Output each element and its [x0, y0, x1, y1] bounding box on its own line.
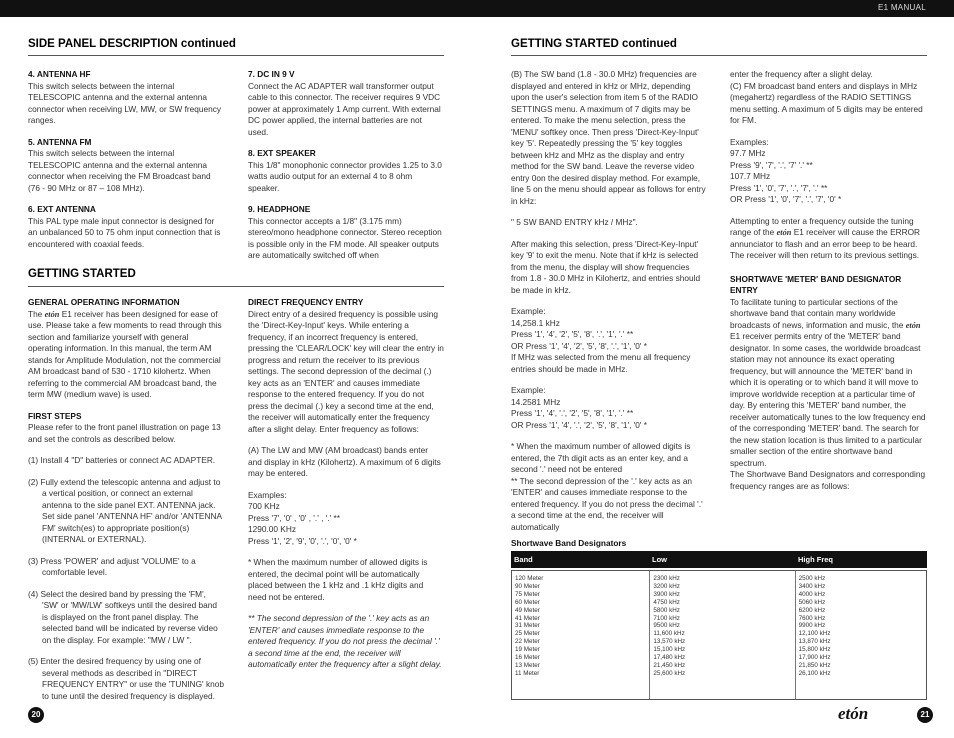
ext-speaker-text: This 1/8" monophonic connector provides 1.25 to 3.0 watts audio output for an external 4 to 8 ohm speaker. [248, 159, 442, 193]
table-body [511, 570, 927, 700]
meter-table-intro: The Shortwave Band Designators and corresponding frequency ranges are as follows: [730, 469, 926, 491]
antenna-fm-text: This switch selects between the internal TELESCOPIC antenna and the external antenna connector when receiving the FM Broadcast band (76 - 90 MHz or 87 – 108 MHz). [28, 148, 211, 193]
attempt-text: Attempting to enter a frequency outside the tuning range of the etón E1 receiver will cause the ERROR annunciator to flash and an error beep to be heard. The receiver will then return to its previous settings. [730, 215, 921, 260]
table-cell-high: 7600 kHz [798, 614, 826, 622]
table-cell-low: 3200 kHz [653, 582, 680, 590]
table-cell-band: 60 Meter [515, 598, 540, 606]
fm-band-text: (C) FM broadcast band enters and displays in MHz (megahertz) regardless of the RADIO SETTINGS menu setting. A maximum of 5 digits may be entered for FM. [730, 80, 923, 125]
table-cell-band: 13 Meter [515, 661, 540, 669]
dc-in-heading: 7. DC IN 9 V [248, 69, 295, 79]
example-khz-value: 14,258.1 kHz [511, 317, 560, 328]
manual-label: E1 MANUAL [877, 3, 926, 12]
right-title-rule [511, 55, 927, 56]
eton-logo: etón [838, 704, 869, 723]
table-cell-low: 3900 kHz [653, 590, 680, 598]
antenna-hf-heading: 4. ANTENNA HF [28, 69, 91, 79]
continued-text: enter the frequency after a slight delay. [730, 69, 873, 79]
examples-label: Examples: [248, 489, 287, 500]
table-cell-high: 21,850 kHz [798, 661, 831, 669]
sw-band-text: (B) The SW band (1.8 - 30.0 MHz) frequencies are displayed and entered in kHz or MHz, depending upon the user's selection from item 5 of the RADIO SETTINGS menu. A maximum of 7 digits may be entered. To make the menu selection, press the 'MENU' softkey once. Then press 'Direct-Key-Input' key '5'. Repeatedly pressing the '5' key toggles between kHz and MHz as the display and entry method for the SW band. Leave the reverse video entry 0on the desired display method. For example, line 5 on the menu should appear as follows for entry in kHz: [511, 69, 706, 206]
table-cell-band: 22 Meter [515, 638, 540, 646]
example-khz-or: OR Press '1', '4', '2', '5', '8', '.', '1', '0' * [511, 340, 648, 351]
table-column-band [512, 571, 649, 699]
side-panel-title: SIDE PANEL DESCRIPTION continued [28, 38, 236, 50]
general-text: The etón E1 receiver has been designed for ease of use. Please take a few moments to read through this section and familiarize yourself with general operating information. In this manual, the term AM stands for Amplitude Modulation, not the commercial AM broadcast band of 530 - 1710 kilohertz. When referring to the commercial AM broadcast band, the term MW (medium wave) is used. [28, 308, 222, 399]
ext-antenna-text: This PAL type male input connector is designed for an unbalanced 50 to 75 ohm input connection that is encountered with coaxial feeds. [28, 215, 221, 249]
fm-examples-label: Examples: [730, 136, 769, 147]
direct-entry-heading: DIRECT FREQUENCY ENTRY [248, 297, 364, 307]
table-cell-band: 16 Meter [515, 654, 540, 662]
table-cell-low: 2300 kHz [653, 575, 680, 582]
brand-logo-inline: etón [44, 309, 60, 319]
antenna-hf-text: This switch selects between the internal TELESCOPIC antenna and the external antenna connector when receiving LW, MW, or SW frequency ranges. [28, 80, 222, 125]
step-2: (2) Fully extend the telescopic antenna and adjust to a vertical position, or connect an external antenna to the side panel EXT. ANTENNA jack. Set side panel 'ANTENNA HF' and/or 'ANTENNA FM' switch(es) to appropriate position(s) (INTERNAL or EXTERNAL). [28, 476, 222, 544]
table-header-high: High Freq [798, 555, 833, 564]
band-designator-table [511, 551, 927, 700]
table-cell-high: 9900 kHz [798, 622, 826, 630]
page-number-left: 20 [28, 707, 44, 723]
table-cell-band: 11 Meter [515, 669, 540, 677]
ext-speaker-heading: 8. EXT SPEAKER [248, 148, 316, 158]
title-rule [28, 55, 444, 56]
example-1-keys: Press '7', '0' , '0' , '.' , '.' ** [248, 512, 340, 523]
table-cell-low: 11,600 kHz [653, 630, 685, 638]
table-cell-high: 6200 kHz [798, 606, 826, 614]
headphone-text: This connector accepts a 1/8" (3.175 mm) stereo/mono headphone connector. Stereo reception is possible only in the FM mode. All speaker outputs are automatically switched off when [248, 215, 442, 260]
dc-in-text: Connect the AC ADAPTER wall transformer output cable to this connector. The receiver requires 9 VDC power at approximately 1 Amp current. With external DC power applied, the internal batteries are not used. [248, 80, 441, 137]
getting-started-title: GETTING STARTED [28, 268, 136, 280]
table-column-low [649, 571, 794, 699]
table-cell-band: 90 Meter [515, 582, 540, 590]
example-label-mhz: Example: [511, 385, 546, 395]
example-mhz-press: Press '1', '4', '.', '2', '5', '8', '1', '.' ** [511, 408, 634, 418]
getting-started-continued-title: GETTING STARTED continued [511, 38, 677, 50]
direct-entry-text: Direct entry of a desired frequency is possible using the 'Direct-Key-Input' keys. While entering a frequency, if an incorrect frequency is entered, pressing the 'CLEAR/LOCK' key will clear the entry in progress and return the receiver to its previous settings. The second depression of the decimal (.) key acts as an 'ENTER' and causes immediate response to the entered frequency. If you do not press the decimal (.) key a second time at the end, the receiver will automatically enter the frequency after a slight delay. Enter frequency as follows: [248, 308, 444, 434]
table-cell-low: 25,600 kHz [653, 669, 686, 677]
ext-antenna-heading: 6. EXT ANTENNA [28, 204, 96, 214]
first-steps-intro: Please refer to the front panel illustration on page 13 and set the controls as described below. [28, 422, 221, 444]
table-cell-low: 9500 kHz [653, 622, 680, 630]
example-1-value: 700 KHz [248, 501, 280, 511]
table-column-high [795, 571, 926, 699]
meter-heading: SHORTWAVE 'METER' BAND DESIGNATOR ENTRY [730, 273, 902, 295]
lw-mw-text: (A) The LW and MW (AM broadcast) bands enter and display in kHz (Kilohertz). A maximum of 6 digits may be entered. [248, 445, 441, 478]
table-cell-band: 25 Meter [515, 630, 540, 638]
fm-example-2-or: OR Press '1', '0', '7', '.', '7', '0' * [730, 194, 842, 204]
fm-example-1-value: 97.7 MHz [730, 148, 766, 158]
step-3: (3) Press 'POWER' and adjust 'VOLUME' to a comfortable level. [28, 555, 196, 577]
step-1: (1) Install 4 "D" batteries or connect AC ADAPTER. [28, 455, 216, 465]
note-1: * When the maximum number of allowed digits is entered, the decimal point will be automatically placed between the 1 kHz and .1 kHz digits and need not be entered. [248, 557, 428, 602]
right-note-1: * When the maximum number of allowed digits is entered, the 7th digit acts as an enter key, and a second '.' need not be entered [511, 441, 691, 474]
example-2-value: 1290.00 KHz [248, 524, 296, 534]
step-5: (5) Enter the desired frequency by using one of several methods as described in "DIRECT FREQUENCY ENTRY" or use the 'TUNING' knob to tune until the desired frequency is displayed. [28, 656, 224, 701]
table-cell-high: 13,870 kHz [798, 638, 831, 646]
getting-started-rule [28, 286, 444, 287]
table-cell-low: 4750 kHz [653, 598, 680, 606]
example-khz-press: Press '1', '4', '2', '5', '8', '.', '1', '.' ** [511, 329, 634, 339]
table-cell-high: 2500 kHz [798, 575, 826, 582]
table-cell-band: 120 Meter [515, 575, 544, 582]
table-cell-band: 49 Meter [515, 606, 540, 614]
table-cell-low: 21,450 kHz [653, 661, 686, 669]
header-bar [0, 0, 954, 17]
table-cell-high: 17,900 kHz [798, 654, 831, 662]
menu-line: " 5 SW BAND ENTRY kHz / MHz". [511, 217, 638, 227]
right-col-1 [511, 69, 707, 533]
antenna-fm-heading: 5. ANTENNA FM [28, 136, 92, 147]
table-header-row [511, 551, 927, 568]
example-2-keys: Press '1', '2', '9', '0', '.', '0', '0' * [248, 535, 357, 546]
note-2: ** The second depression of the '.' key acts as an 'ENTER' and causes immediate response to the entered frequency. If you do not press the decimal '.' a second time at the end, the receiver will automatically enter the frequency after a slight delay. [248, 613, 442, 669]
table-cell-low: 7100 kHz [653, 614, 680, 622]
example-label-khz: Example: [511, 306, 546, 316]
headphone-heading: 9. HEADPHONE [248, 204, 311, 214]
side-panel-col-2 [248, 69, 444, 262]
table-cell-high: 4000 kHz [798, 590, 826, 598]
example-mhz-or: OR Press '1', '4', '.', '2', '5', '8', '1', '0' * [511, 419, 648, 430]
table-cell-band: 19 Meter [515, 646, 540, 654]
fm-example-2-value: 107.7 MHz [730, 171, 771, 181]
fm-example-1-keys: Press '9', '7', '.', '7' '.' ** [730, 159, 813, 170]
fm-example-2-keys: Press '1', '0', '7', '.', '7', '.' ** [730, 182, 828, 193]
table-header-band: Band [514, 555, 533, 564]
table-caption: Shortwave Band Designators [511, 538, 627, 548]
example-mhz-value: 14.2581 MHz [511, 396, 561, 407]
table-cell-low: 15,100 kHz [653, 646, 686, 654]
brand-logo-inline: etón [905, 320, 921, 330]
step-4: (4) Select the desired band by pressing the 'FM', 'SW' or 'MW/LW' softkeys until the desired band is displayed on the front panel display. The selected band will be indicated by reverse video on the display. For example: "MW / LW ". [28, 588, 218, 645]
table-cell-low: 13,570 kHz [653, 638, 686, 646]
right-note-2: ** The second depression of the '.' key acts as an 'ENTER' and causes immediate response to the entered frequency. If you do not press the decimal '.' a second time at the end, the receiver will automatically [511, 475, 703, 532]
general-heading: GENERAL OPERATING INFORMATION [28, 297, 180, 307]
table-cell-high: 3400 kHz [798, 582, 826, 590]
table-cell-high: 12,100 kHz [798, 630, 831, 638]
table-header-low: Low [652, 555, 667, 564]
getting-started-col-2 [248, 297, 444, 671]
table-cell-band: 41 Meter [515, 614, 540, 622]
brand-logo-inline: etón [776, 228, 792, 237]
table-cell-low: 17,480 kHz [653, 654, 686, 662]
table-cell-high: 5060 kHz [798, 598, 826, 606]
page-number-right: 21 [917, 707, 933, 723]
example-khz-note: If MHz was selected from the menu all frequency entries should be made in MHz. [511, 352, 691, 374]
table-cell-low: 5800 kHz [653, 606, 680, 614]
meter-text: To facilitate tuning to particular sections of the shortwave band that contain many worldwide broadcasts of news, information and music, the etón E1 receiver permits entry of the 'METER' band designator. In some cases, the worldwide broadcast station may not announce its exact operating frequency, but will announce the 'METER' band in which it is operating or to which band it will move to improve worldwide reception at a particular time of day. By entering this 'METER' band number, the receiver automatically tunes to the low frequency end of the corresponding 'METER' band. The search for the new station location is thus limited to a particular smaller section of the entire shortwave band spectrum. [730, 296, 926, 468]
side-panel-col-1 [28, 69, 224, 250]
right-col-2 [730, 69, 927, 492]
table-cell-band: 31 Meter [515, 622, 540, 630]
table-cell-high: 26,100 kHz [798, 669, 831, 677]
table-cell-high: 15,800 kHz [798, 646, 831, 654]
getting-started-col-1 [28, 297, 224, 702]
after-select-text: After making this selection, press 'Direct-Key-Input' key '9' to exit the menu. Note that if kHz is selected from the menu, the display will show frequencies from 1.8 - 30.0 MHz in Kilohertz, and entries should be made in kHz. [511, 238, 701, 295]
table-cell-band: 75 Meter [515, 590, 540, 598]
first-steps-heading: FIRST STEPS [28, 410, 82, 421]
